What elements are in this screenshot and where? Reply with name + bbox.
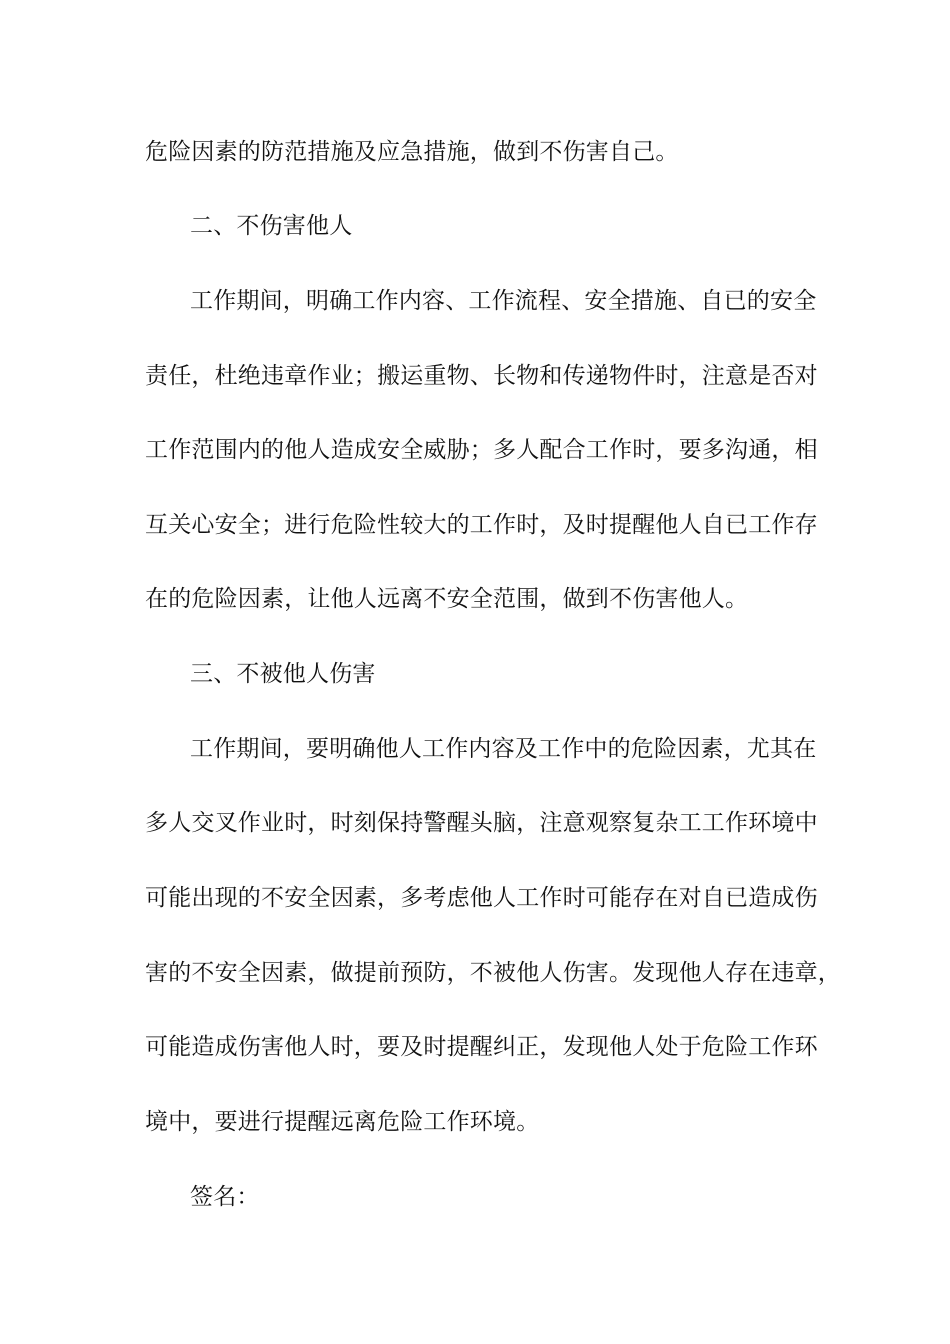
signature-label: 签名： <box>190 1184 260 1210</box>
paragraph-line: 境中，要进行提醒远离危险工作环境。 <box>145 1109 540 1135</box>
paragraph-line: 危险因素的防范措施及应急措施，做到不伤害自己。 <box>145 139 679 165</box>
paragraph-line: 害的不安全因素，做提前预防，不被他人伤害。发现他人存在违章， <box>145 960 841 986</box>
paragraph-line: 责任，杜绝违章作业；搬运重物、长物和传递物件时，注意是否对 <box>145 363 818 389</box>
paragraph-line: 互关心安全；进行危险性较大的工作时，及时提醒他人自已工作存 <box>145 512 818 538</box>
paragraph-line: 可能造成伤害他人时，要及时提醒纠正，发现他人处于危险工作环 <box>145 1034 818 1060</box>
paragraph-line: 工作范围内的他人造成安全威胁；多人配合工作时，要多沟通，相 <box>145 437 818 463</box>
paragraph-line: 工作期间，明确工作内容、工作流程、安全措施、自已的安全 <box>190 288 817 314</box>
paragraph-line: 在的危险因素，让他人远离不安全范围，做到不伤害他人。 <box>145 586 749 612</box>
paragraph-line: 多人交叉作业时，时刻保持警醒头脑，注意观察复杂工工作环境中 <box>145 810 818 836</box>
section-heading-2: 二、不伤害他人 <box>190 213 353 239</box>
section-heading-3: 三、不被他人伤害 <box>190 661 376 687</box>
paragraph-line: 工作期间，要明确他人工作内容及工作中的危险因素，尤其在 <box>190 736 817 762</box>
paragraph-line: 可能出现的不安全因素，多考虑他人工作时可能存在对自已造成伤 <box>145 885 818 911</box>
